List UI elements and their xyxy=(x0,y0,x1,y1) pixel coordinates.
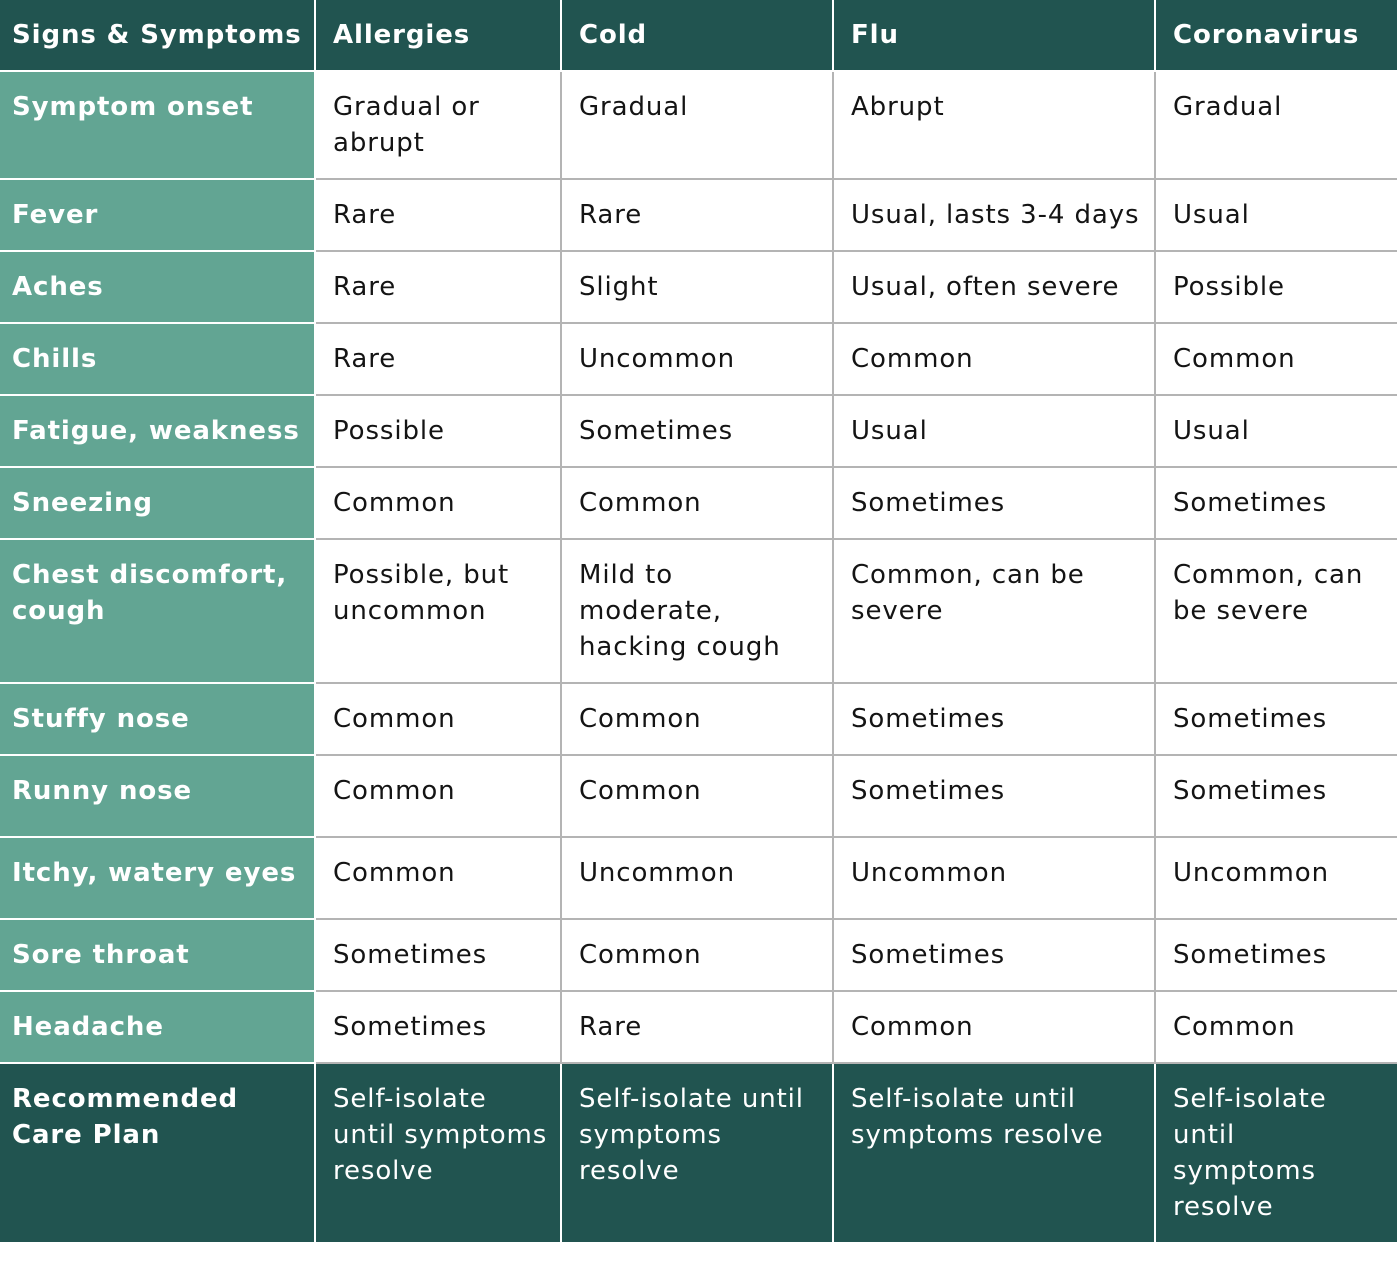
table-cell: Possible, but uncommon xyxy=(315,539,561,683)
table-cell: Gradual xyxy=(1155,71,1397,179)
table-cell: Common xyxy=(833,991,1155,1063)
header-signs-symptoms: Signs & Symptoms xyxy=(0,0,315,71)
table-cell: Sometimes xyxy=(315,919,561,991)
row-label-aches: Aches xyxy=(0,251,315,323)
table-row xyxy=(0,323,1397,395)
table-cell: Gradual or abrupt xyxy=(315,71,561,179)
table-cell: Sometimes xyxy=(833,919,1155,991)
table-cell: Possible xyxy=(315,395,561,467)
table-cell: Uncommon xyxy=(1155,837,1397,919)
table-cell: Common xyxy=(315,755,561,837)
header-allergies: Allergies xyxy=(315,0,561,71)
table-row xyxy=(0,755,1397,837)
table-cell: Common xyxy=(315,683,561,755)
table-cell: Sometimes xyxy=(315,991,561,1063)
row-label-fatigue-weakness: Fatigue, weakness xyxy=(0,395,315,467)
table-body xyxy=(0,71,1397,1063)
table-cell: Sometimes xyxy=(1155,919,1397,991)
table-row xyxy=(0,683,1397,755)
row-label-stuffy-nose: Stuffy nose xyxy=(0,683,315,755)
table-row xyxy=(0,539,1397,683)
header-cold: Cold xyxy=(561,0,833,71)
row-label-itchy-watery-eyes: Itchy, watery eyes xyxy=(0,837,315,919)
table-cell: Possible xyxy=(1155,251,1397,323)
table-cell: Usual xyxy=(1155,395,1397,467)
row-label-sore-throat: Sore throat xyxy=(0,919,315,991)
table-cell: Sometimes xyxy=(1155,467,1397,539)
table-cell: Sometimes xyxy=(833,467,1155,539)
table-footer xyxy=(0,1063,1397,1242)
row-label-runny-nose: Runny nose xyxy=(0,755,315,837)
table-cell: Usual xyxy=(1155,179,1397,251)
table-cell: Sometimes xyxy=(833,755,1155,837)
table-row xyxy=(0,837,1397,919)
care-plan-cell: Self-isolate until symptoms resolve xyxy=(561,1063,833,1242)
table-cell: Sometimes xyxy=(1155,683,1397,755)
table-cell: Rare xyxy=(561,991,833,1063)
table-cell: Common xyxy=(561,919,833,991)
table-row xyxy=(0,179,1397,251)
row-label-chest-discomfort-cough: Chest discomfort, cough xyxy=(0,539,315,683)
table-cell: Common xyxy=(1155,323,1397,395)
table-row xyxy=(0,919,1397,991)
table-row xyxy=(0,991,1397,1063)
table-cell: Common, can be severe xyxy=(1155,539,1397,683)
care-plan-cell: Self-isolate until symptoms resolve xyxy=(1155,1063,1397,1242)
table-cell: Common xyxy=(833,323,1155,395)
table-row xyxy=(0,395,1397,467)
table-cell: Common xyxy=(315,467,561,539)
care-plan-cell: Self-isolate until symptoms resolve xyxy=(833,1063,1155,1242)
table-cell: Gradual xyxy=(561,71,833,179)
table-cell: Usual xyxy=(833,395,1155,467)
row-label-fever: Fever xyxy=(0,179,315,251)
table-cell: Common xyxy=(561,755,833,837)
care-plan-row xyxy=(0,1063,1397,1242)
table-cell: Usual, often severe xyxy=(833,251,1155,323)
table-cell: Rare xyxy=(561,179,833,251)
table-cell: Mild to moderate, hacking cough xyxy=(561,539,833,683)
table-cell: Common xyxy=(561,683,833,755)
care-plan-cell: Self-isolate until symptoms resolve xyxy=(315,1063,561,1242)
table-cell: Sometimes xyxy=(833,683,1155,755)
table-cell: Common xyxy=(315,837,561,919)
table-cell: Usual, lasts 3-4 days xyxy=(833,179,1155,251)
header-row xyxy=(0,0,1397,71)
table-cell: Sometimes xyxy=(561,395,833,467)
table-row xyxy=(0,71,1397,179)
table-header xyxy=(0,0,1397,71)
row-label-symptom-onset: Symptom onset xyxy=(0,71,315,179)
table-cell: Common xyxy=(561,467,833,539)
table-cell: Rare xyxy=(315,251,561,323)
table-cell: Rare xyxy=(315,179,561,251)
table-cell: Abrupt xyxy=(833,71,1155,179)
table-cell: Common xyxy=(1155,991,1397,1063)
table-cell: Rare xyxy=(315,323,561,395)
header-flu: Flu xyxy=(833,0,1155,71)
table-row xyxy=(0,467,1397,539)
table-cell: Sometimes xyxy=(1155,755,1397,837)
row-label-sneezing: Sneezing xyxy=(0,467,315,539)
table-cell: Uncommon xyxy=(561,323,833,395)
table-row xyxy=(0,251,1397,323)
row-label-chills: Chills xyxy=(0,323,315,395)
row-label-headache: Headache xyxy=(0,991,315,1063)
table-cell: Uncommon xyxy=(833,837,1155,919)
table-cell: Uncommon xyxy=(561,837,833,919)
header-coronavirus: Coronavirus xyxy=(1155,0,1397,71)
table-cell: Slight xyxy=(561,251,833,323)
table-cell: Common, can be severe xyxy=(833,539,1155,683)
row-label-recommended-care-plan: Recommended Care Plan xyxy=(0,1063,315,1242)
